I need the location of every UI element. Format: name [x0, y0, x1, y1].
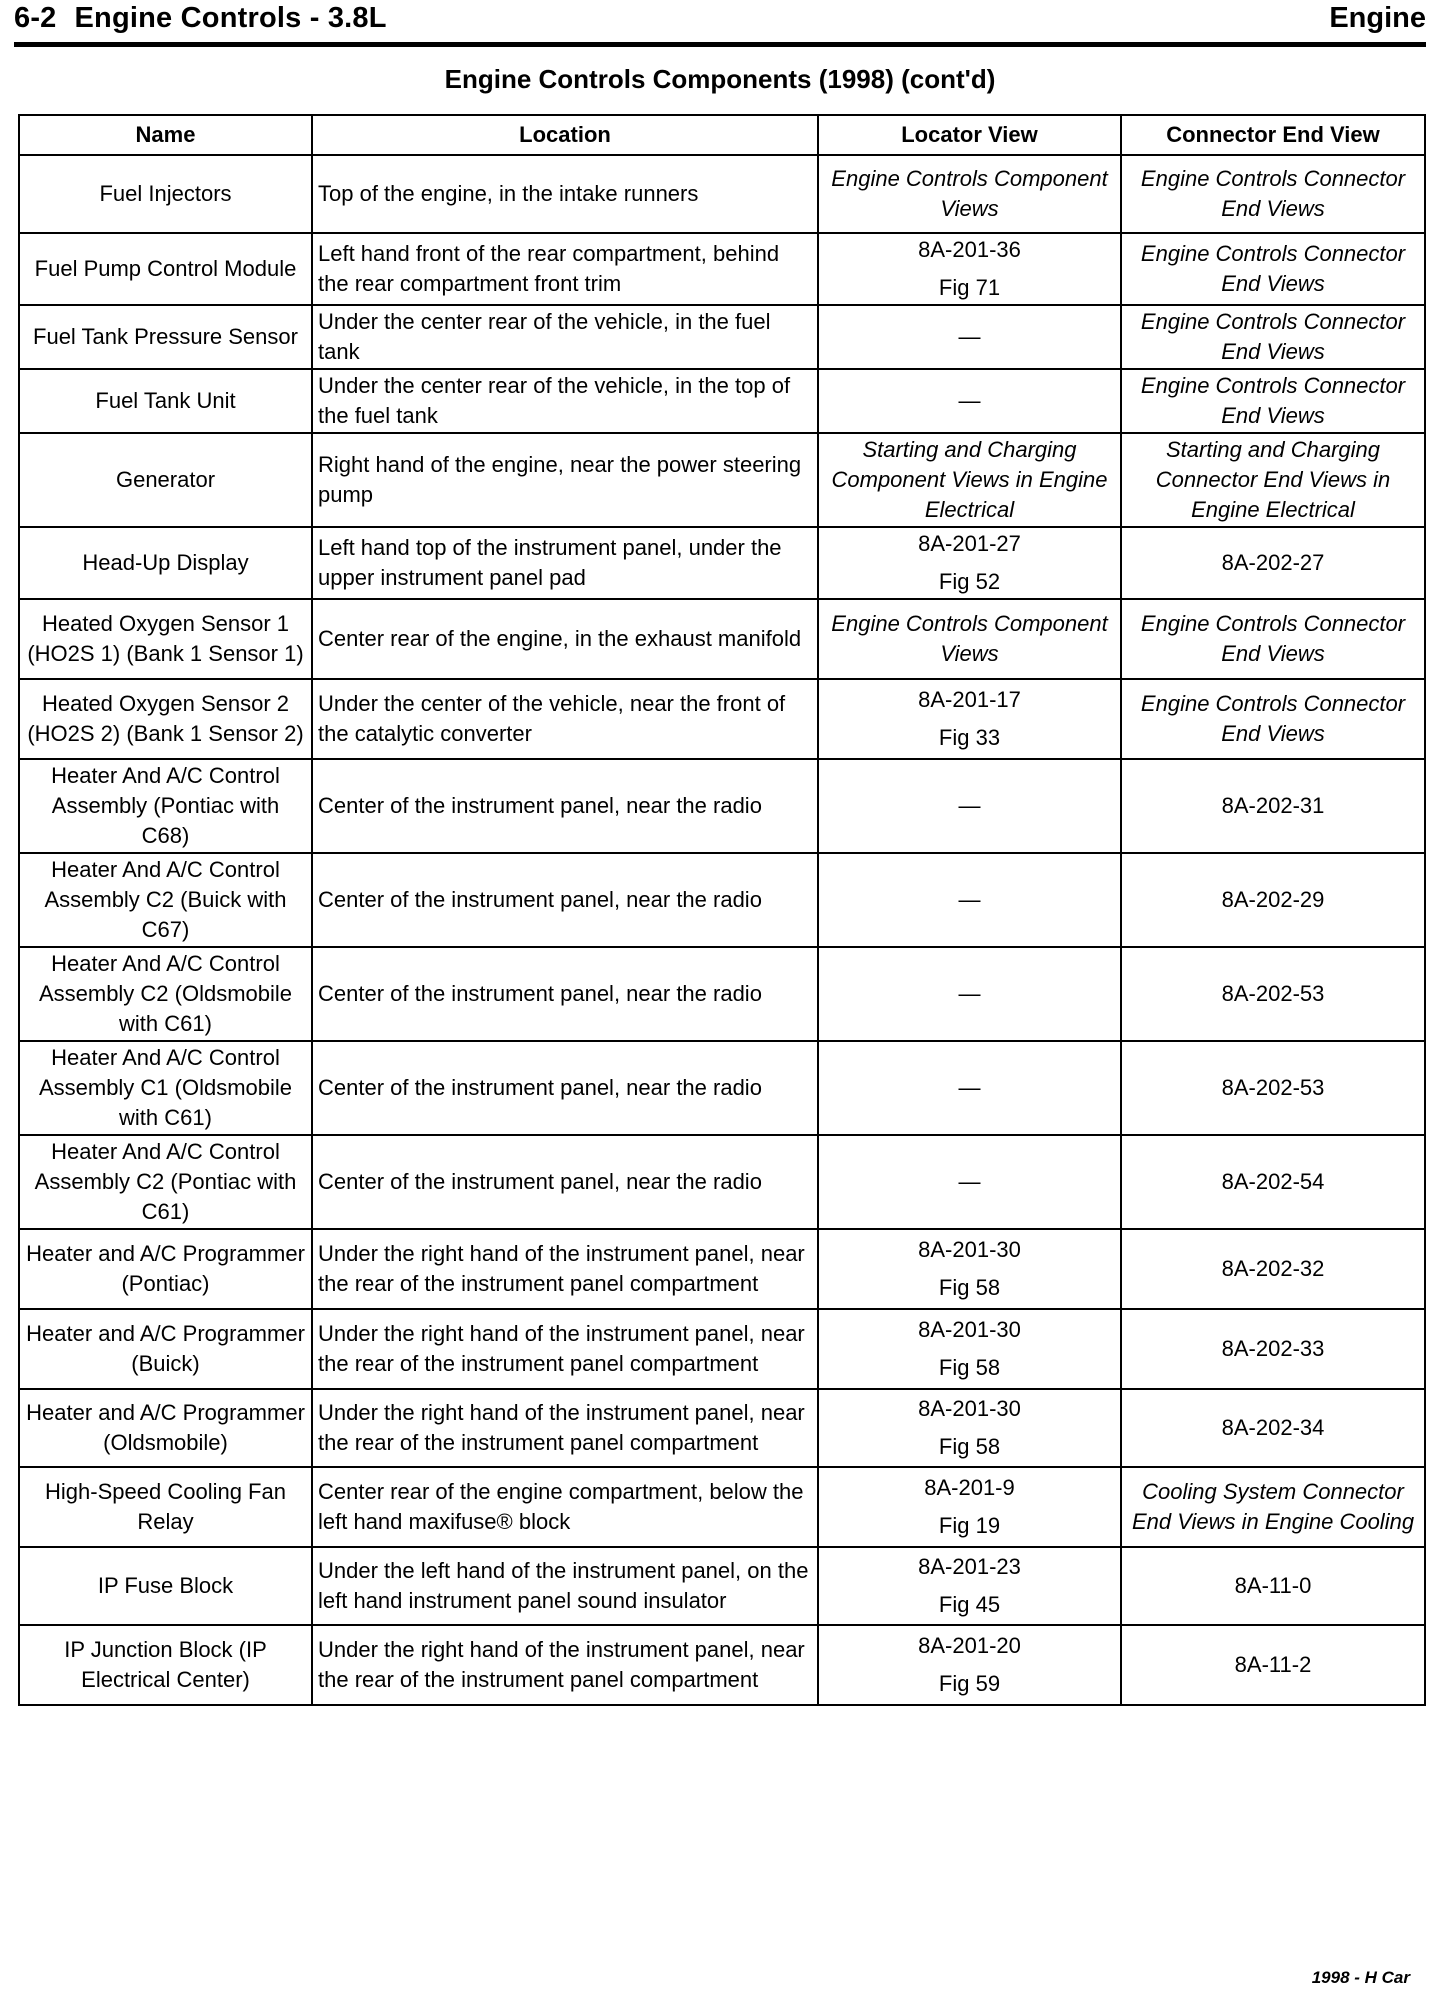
cell-locator-view	[818, 1389, 1121, 1467]
cell-locator-view	[818, 1547, 1121, 1625]
cell-locator-view	[818, 233, 1121, 305]
cell-locator-view	[818, 1229, 1121, 1309]
cell-location: Under the right hand of the instrument panel, near the rear of the instrument panel compartment	[312, 1309, 818, 1389]
cell-connector-end-view: 8A-202-54	[1121, 1135, 1425, 1229]
table-row	[19, 947, 1425, 1041]
cell-locator-view	[818, 433, 1121, 527]
cell-name: Heater And A/C Control Assembly C1 (Oldsmobile with C61)	[19, 1041, 312, 1135]
cell-connector-end-view: Cooling System Connector End Views in Engine Cooling	[1121, 1467, 1425, 1547]
cell-connector-end-view: 8A-202-29	[1121, 853, 1425, 947]
cell-location: Under the right hand of the instrument panel, near the rear of the instrument panel compartment	[312, 1625, 818, 1705]
col-header-locator-view: Locator View	[818, 115, 1121, 155]
cell-connector-end-view: Engine Controls Connector End Views	[1121, 155, 1425, 233]
col-header-connector-end-view: Connector End View	[1121, 115, 1425, 155]
cell-location: Under the center rear of the vehicle, in the fuel tank	[312, 305, 818, 369]
cell-name: IP Junction Block (IP Electrical Center)	[19, 1625, 312, 1705]
cell-location: Under the right hand of the instrument panel, near the rear of the instrument panel compartment	[312, 1229, 818, 1309]
cell-name: Heater And A/C Control Assembly (Pontiac with C68)	[19, 759, 312, 853]
table-row	[19, 433, 1425, 527]
cell-connector-end-view: 8A-11-2	[1121, 1625, 1425, 1705]
cell-name: Heater And A/C Control Assembly C2 (Pontiac with C61)	[19, 1135, 312, 1229]
cell-location: Center of the instrument panel, near the radio	[312, 1135, 818, 1229]
locator-view-text: Engine Controls Component Views	[831, 611, 1108, 666]
cell-locator-view	[818, 155, 1121, 233]
page-category: Engine	[1329, 2, 1426, 34]
table-row	[19, 1229, 1425, 1309]
cell-connector-end-view: Starting and Charging Connector End Views in Engine Electrical	[1121, 433, 1425, 527]
table-row	[19, 1041, 1425, 1135]
locator-view-text: —	[958, 887, 981, 912]
table-row	[19, 679, 1425, 759]
cell-location: Center rear of the engine compartment, below the left hand maxifuse® block	[312, 1467, 818, 1547]
cell-name: Heater and A/C Programmer (Buick)	[19, 1309, 312, 1389]
locator-view-text: 8A-201-20	[918, 1633, 1021, 1658]
cell-location: Under the right hand of the instrument panel, near the rear of the instrument panel compartment	[312, 1389, 818, 1467]
cell-connector-end-view: 8A-202-32	[1121, 1229, 1425, 1309]
locator-view-text: 8A-201-36	[918, 237, 1021, 262]
cell-location: Left hand front of the rear compartment, behind the rear compartment front trim	[312, 233, 818, 305]
cell-locator-view	[818, 527, 1121, 599]
cell-connector-end-view: 8A-202-33	[1121, 1309, 1425, 1389]
cell-name: Heater And A/C Control Assembly C2 (Buick with C67)	[19, 853, 312, 947]
page-header-title	[14, 2, 387, 35]
locator-view-text: —	[958, 1169, 981, 1194]
cell-locator-view	[818, 679, 1121, 759]
cell-locator-view	[818, 1625, 1121, 1705]
figure-reference: Fig 33	[938, 725, 1001, 750]
cell-locator-view	[818, 305, 1121, 369]
components-table	[18, 114, 1426, 1706]
cell-name: Heated Oxygen Sensor 1 (HO2S 1) (Bank 1 Sensor 1)	[19, 599, 312, 679]
table-row	[19, 1135, 1425, 1229]
table-row	[19, 305, 1425, 369]
cell-connector-end-view: 8A-202-53	[1121, 1041, 1425, 1135]
figure-reference: Fig 58	[938, 1434, 1001, 1459]
table-row	[19, 1547, 1425, 1625]
cell-connector-end-view: 8A-202-27	[1121, 527, 1425, 599]
locator-view-text: 8A-201-30	[918, 1237, 1021, 1262]
table-title: Engine Controls Components (1998) (cont'd)	[444, 64, 996, 94]
cell-location: Center of the instrument panel, near the radio	[312, 1041, 818, 1135]
locator-view-text: 8A-201-27	[918, 531, 1021, 556]
locator-view-text: —	[958, 324, 981, 349]
locator-view-text: Engine Controls Component Views	[831, 166, 1108, 221]
cell-connector-end-view: 8A-202-34	[1121, 1389, 1425, 1467]
page-footer: 1998 - H Car	[1311, 1968, 1410, 1987]
cell-name: Fuel Injectors	[19, 155, 312, 233]
table-row	[19, 233, 1425, 305]
table-row	[19, 155, 1425, 233]
cell-connector-end-view: Engine Controls Connector End Views	[1121, 599, 1425, 679]
cell-connector-end-view: 8A-202-53	[1121, 947, 1425, 1041]
cell-name: Heated Oxygen Sensor 2 (HO2S 2) (Bank 1 Sensor 2)	[19, 679, 312, 759]
locator-view-text: —	[958, 793, 981, 818]
figure-reference: Fig 71	[938, 275, 1001, 300]
locator-view-text: 8A-201-23	[918, 1554, 1021, 1579]
locator-view-text: 8A-201-17	[918, 687, 1021, 712]
cell-name: Head-Up Display	[19, 527, 312, 599]
figure-reference: Fig 58	[938, 1355, 1001, 1380]
header-rule	[14, 42, 1426, 47]
cell-locator-view	[818, 1041, 1121, 1135]
cell-connector-end-view: Engine Controls Connector End Views	[1121, 233, 1425, 305]
cell-connector-end-view: 8A-11-0	[1121, 1547, 1425, 1625]
cell-location: Center of the instrument panel, near the radio	[312, 947, 818, 1041]
cell-name: IP Fuse Block	[19, 1547, 312, 1625]
table-row	[19, 759, 1425, 853]
table-row	[19, 369, 1425, 433]
cell-locator-view	[818, 599, 1121, 679]
cell-location: Center of the instrument panel, near the radio	[312, 759, 818, 853]
locator-view-text: 8A-201-30	[918, 1317, 1021, 1342]
cell-name: Generator	[19, 433, 312, 527]
table-row	[19, 1467, 1425, 1547]
cell-locator-view	[818, 853, 1121, 947]
cell-name: Heater and A/C Programmer (Pontiac)	[19, 1229, 312, 1309]
cell-name: Heater and A/C Programmer (Oldsmobile)	[19, 1389, 312, 1467]
cell-locator-view	[818, 1467, 1121, 1547]
col-header-location: Location	[312, 115, 818, 155]
locator-view-text: Starting and Charging Component Views in Engine Electrical	[831, 437, 1108, 522]
cell-name: Fuel Tank Unit	[19, 369, 312, 433]
table-row	[19, 1309, 1425, 1389]
cell-locator-view	[818, 1309, 1121, 1389]
figure-reference: Fig 52	[938, 569, 1001, 594]
cell-locator-view	[818, 1135, 1121, 1229]
cell-name: High-Speed Cooling Fan Relay	[19, 1467, 312, 1547]
table-row	[19, 527, 1425, 599]
cell-connector-end-view: Engine Controls Connector End Views	[1121, 305, 1425, 369]
figure-reference: Fig 45	[938, 1592, 1001, 1617]
cell-connector-end-view: Engine Controls Connector End Views	[1121, 679, 1425, 759]
cell-name: Heater And A/C Control Assembly C2 (Oldsmobile with C61)	[19, 947, 312, 1041]
cell-locator-view	[818, 947, 1121, 1041]
figure-reference: Fig 19	[938, 1513, 1001, 1538]
table-row	[19, 1389, 1425, 1467]
cell-location: Left hand top of the instrument panel, under the upper instrument panel pad	[312, 527, 818, 599]
cell-location: Center rear of the engine, in the exhaust manifold	[312, 599, 818, 679]
table-row	[19, 853, 1425, 947]
cell-location: Center of the instrument panel, near the radio	[312, 853, 818, 947]
cell-connector-end-view: 8A-202-31	[1121, 759, 1425, 853]
cell-connector-end-view: Engine Controls Connector End Views	[1121, 369, 1425, 433]
cell-location: Under the center rear of the vehicle, in the top of the fuel tank	[312, 369, 818, 433]
table-row	[19, 599, 1425, 679]
col-header-name: Name	[19, 115, 312, 155]
cell-location: Under the center of the vehicle, near the front of the catalytic converter	[312, 679, 818, 759]
cell-location: Right hand of the engine, near the power steering pump	[312, 433, 818, 527]
cell-name: Fuel Tank Pressure Sensor	[19, 305, 312, 369]
cell-locator-view	[818, 759, 1121, 853]
cell-name: Fuel Pump Control Module	[19, 233, 312, 305]
figure-reference: Fig 58	[938, 1275, 1001, 1300]
cell-location: Under the left hand of the instrument panel, on the left hand instrument panel sound insulator	[312, 1547, 818, 1625]
locator-view-text: —	[958, 1075, 981, 1100]
locator-view-text: 8A-201-9	[924, 1475, 1015, 1500]
cell-locator-view	[818, 369, 1121, 433]
locator-view-text: —	[958, 981, 981, 1006]
locator-view-text: 8A-201-30	[918, 1396, 1021, 1421]
section-number: 6-2	[14, 2, 57, 34]
table-row	[19, 1625, 1425, 1705]
locator-view-text: —	[958, 388, 981, 413]
table-header-row	[19, 115, 1425, 155]
figure-reference: Fig 59	[938, 1671, 1001, 1696]
section-title: Engine Controls - 3.8L	[74, 2, 387, 34]
cell-location: Top of the engine, in the intake runners	[312, 155, 818, 233]
